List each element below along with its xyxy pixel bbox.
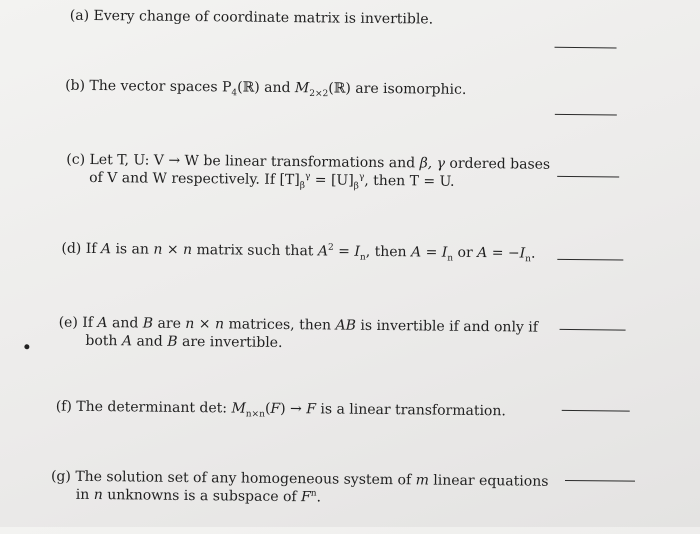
- question-c-sup-1: γ: [304, 171, 311, 182]
- question-g-F: F: [300, 489, 311, 506]
- answer-blank-f[interactable]: [562, 410, 630, 412]
- question-e-t3: are: [153, 315, 186, 332]
- question-c-line2: [66, 169, 550, 192]
- question-d-A3: A: [410, 244, 422, 261]
- question-e-line2: [58, 332, 538, 355]
- question-c-sub-2: β: [353, 181, 359, 192]
- question-d-t10: .: [530, 245, 536, 262]
- question-c-sup-2: γ: [358, 172, 365, 183]
- answer-blank-a[interactable]: [555, 47, 617, 49]
- question-f-t2: (: [264, 400, 271, 417]
- answer-blank-c[interactable]: [557, 176, 619, 178]
- question-b-text-1: The vector spaces P: [89, 77, 232, 96]
- question-e-B: B: [142, 315, 154, 332]
- question-e-A2: A: [121, 333, 133, 350]
- question-c-text-3: of V and W respectively. If [T]: [89, 169, 300, 189]
- question-c-text-4: = [U]: [310, 172, 354, 189]
- question-b-M: M: [294, 80, 310, 97]
- question-d-t3: ×: [162, 241, 184, 258]
- question-d-sub2: n: [447, 253, 454, 264]
- question-g-t1: The solution set of any homogeneous system of: [75, 468, 416, 489]
- question-e: [58, 314, 538, 355]
- question-c-text-5: , then T = U.: [364, 172, 455, 190]
- question-e-t8: and: [131, 333, 168, 350]
- question-e-B2: B: [167, 333, 178, 350]
- stray-mark: [24, 344, 29, 349]
- question-b-text-2: (ℝ) and: [237, 79, 296, 97]
- question-g-n: n: [93, 487, 103, 504]
- question-f-t1: The determinant det:: [76, 398, 232, 417]
- question-g-t4: unknowns is a subspace of: [102, 487, 302, 506]
- question-c-sub-1: β: [299, 180, 305, 191]
- question-e-t2: and: [107, 315, 143, 332]
- question-c-text-1: Let T, U: V → W be linear transformations and: [89, 151, 420, 172]
- question-d-label: (d): [61, 240, 82, 257]
- question-f-t3: ) →: [280, 400, 307, 418]
- question-d-t5: =: [333, 243, 355, 260]
- question-f-M: M: [231, 400, 246, 417]
- question-d-t9: = −: [487, 245, 520, 262]
- question-e-n2: n: [214, 316, 225, 333]
- question-g-line2: [51, 486, 549, 509]
- question-f-label: (f): [55, 398, 72, 415]
- question-e-t1: If: [82, 314, 98, 332]
- question-d-A4: A: [477, 245, 488, 262]
- question-e-t4: ×: [194, 316, 216, 333]
- question-c: [66, 151, 550, 192]
- answer-blank-e[interactable]: [560, 329, 626, 331]
- question-b-text-3: (ℝ) are isomorphic.: [328, 80, 467, 98]
- question-b-label: (b): [65, 77, 86, 94]
- question-a-label: (a): [69, 7, 90, 24]
- question-f-sub: n×n: [245, 409, 265, 420]
- question-e-t9: are invertible.: [177, 333, 283, 351]
- question-f-F1: F: [270, 400, 281, 417]
- question-e-label: (e): [58, 314, 78, 331]
- question-f-F2: F: [306, 401, 317, 418]
- answer-blank-b[interactable]: [555, 114, 617, 116]
- question-d-I1: I: [354, 243, 361, 260]
- question-c-bases: β, γ: [419, 155, 446, 172]
- question-g-sup: n: [310, 488, 317, 499]
- question-g-label: (g): [50, 468, 71, 485]
- question-a: [70, 7, 433, 29]
- question-f: [56, 398, 506, 421]
- question-d-A1: A: [100, 241, 112, 258]
- question-d-I3: I: [519, 245, 526, 262]
- question-d-sub3: n: [525, 254, 531, 265]
- question-f-t4: is a linear transformation.: [315, 401, 506, 420]
- question-d-t2: is an: [110, 241, 154, 258]
- question-e-t5: matrices, then: [223, 316, 336, 334]
- question-d-sub1: n: [359, 252, 366, 263]
- question-a-text: Every change of coordinate matrix is invertible.: [93, 7, 434, 28]
- question-b: [65, 77, 466, 99]
- question-d-n2: n: [183, 241, 193, 259]
- answer-blank-d[interactable]: [557, 259, 623, 261]
- question-d: [61, 240, 535, 263]
- question-e-A: A: [97, 315, 108, 332]
- question-d-I2: I: [441, 244, 448, 261]
- question-d-sup: 2: [328, 242, 334, 253]
- question-d-t1: If: [85, 240, 101, 258]
- question-c-label: (c): [66, 151, 86, 168]
- question-d-t4: matrix such that: [192, 242, 319, 260]
- question-d-t8: or: [453, 244, 478, 262]
- question-e-n1: n: [185, 315, 195, 333]
- question-e-t6: is invertible if and only if: [355, 317, 539, 336]
- question-g-t3: in: [75, 486, 94, 504]
- question-e-AB: AB: [335, 317, 357, 334]
- question-g-m: m: [415, 472, 429, 489]
- question-g: [51, 468, 549, 509]
- answer-blank-g[interactable]: [565, 480, 635, 482]
- question-d-n1: n: [153, 241, 163, 258]
- question-b-sub-1: 4: [231, 88, 238, 99]
- question-d-t7: =: [421, 244, 442, 261]
- question-c-text-2: ordered bases: [444, 155, 551, 173]
- question-d-A2: A: [317, 243, 329, 260]
- question-e-t7: both: [85, 332, 123, 350]
- question-b-sub-2: 2×2: [309, 89, 329, 100]
- question-g-t5: .: [316, 489, 322, 506]
- question-g-t2: linear equations: [428, 472, 549, 490]
- question-d-t6: , then: [365, 243, 412, 261]
